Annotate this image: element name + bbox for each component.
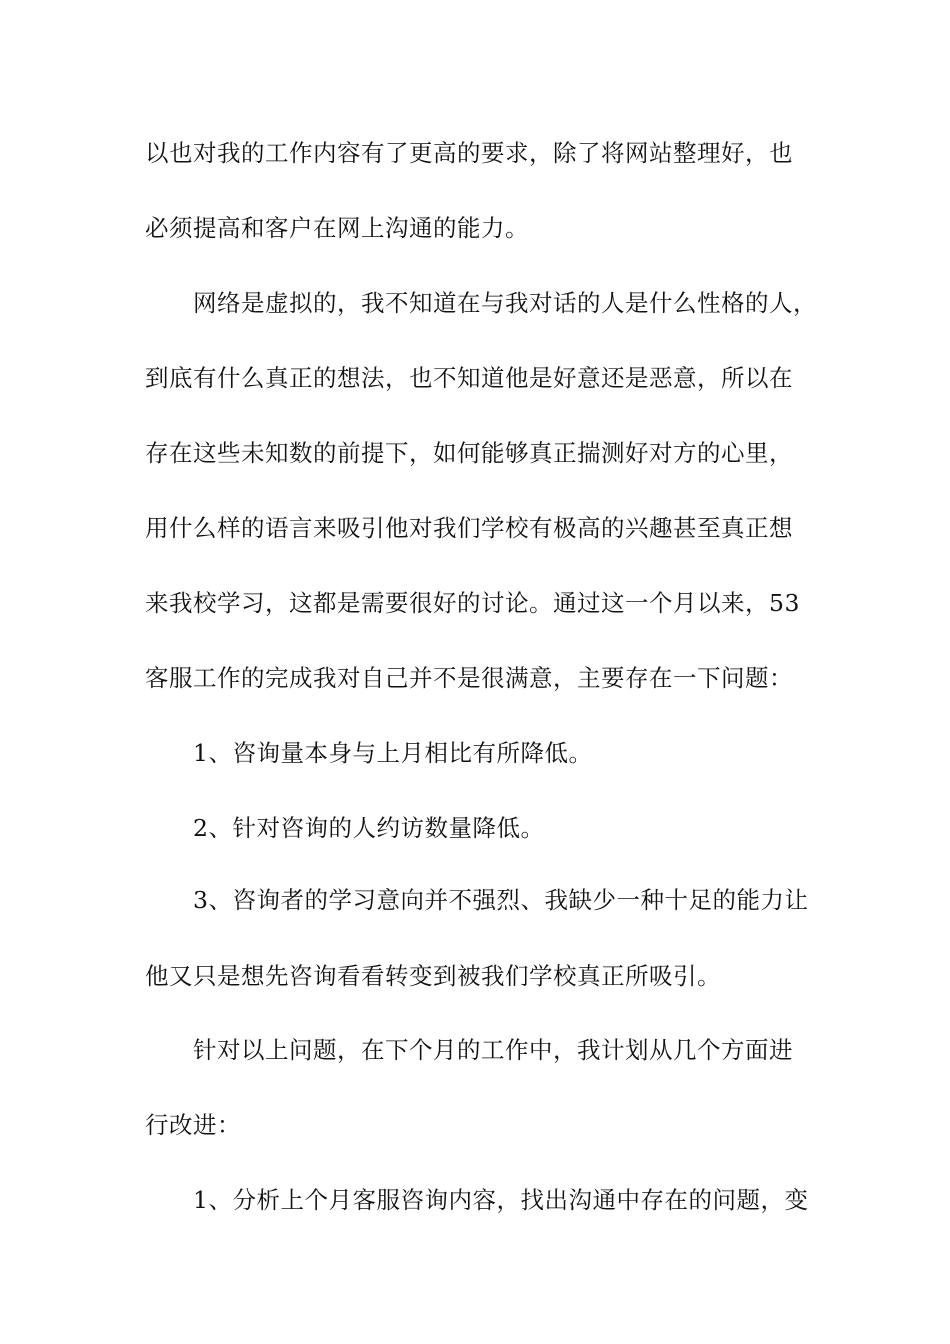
text-line-5: 存在这些未知数的前提下，如何能够真正揣测好对方的心里， [145, 439, 793, 467]
text-line-1: 以也对我的工作内容有了更高的要求，除了将网站整理好，也 [145, 139, 793, 167]
text-line-14: 行改进： [145, 1111, 241, 1139]
text-line-6: 用什么样的语言来吸引他对我们学校有极高的兴趣甚至真正想 [145, 514, 793, 542]
list-item-1: 1、咨询量本身与上月相比有所降低。 [193, 739, 593, 767]
text-line-3: 网络是虚拟的，我不知道在与我对话的人是什么性格的人， [193, 289, 817, 317]
text-line-8: 客服工作的完成我对自己并不是很满意，主要存在一下问题： [145, 664, 793, 692]
text-line-12: 他又只是想先咨询看看转变到被我们学校真正所吸引。 [145, 962, 721, 990]
list-item-4: 1、分析上个月客服咨询内容，找出沟通中存在的问题，变 [193, 1186, 809, 1214]
text-line-4: 到底有什么真正的想法，也不知道他是好意还是恶意，所以在 [145, 364, 793, 392]
text-line-2: 必须提高和客户在网上沟通的能力。 [145, 214, 529, 242]
text-line-13: 针对以上问题，在下个月的工作中，我计划从几个方面进 [193, 1036, 793, 1064]
list-item-2: 2、针对咨询的人约访数量降低。 [193, 814, 545, 842]
list-item-3: 3、咨询者的学习意向并不强烈、我缺少一种十足的能力让 [193, 886, 809, 914]
text-line-7: 来我校学习，这都是需要很好的讨论。通过这一个月以来，53 [145, 589, 800, 617]
